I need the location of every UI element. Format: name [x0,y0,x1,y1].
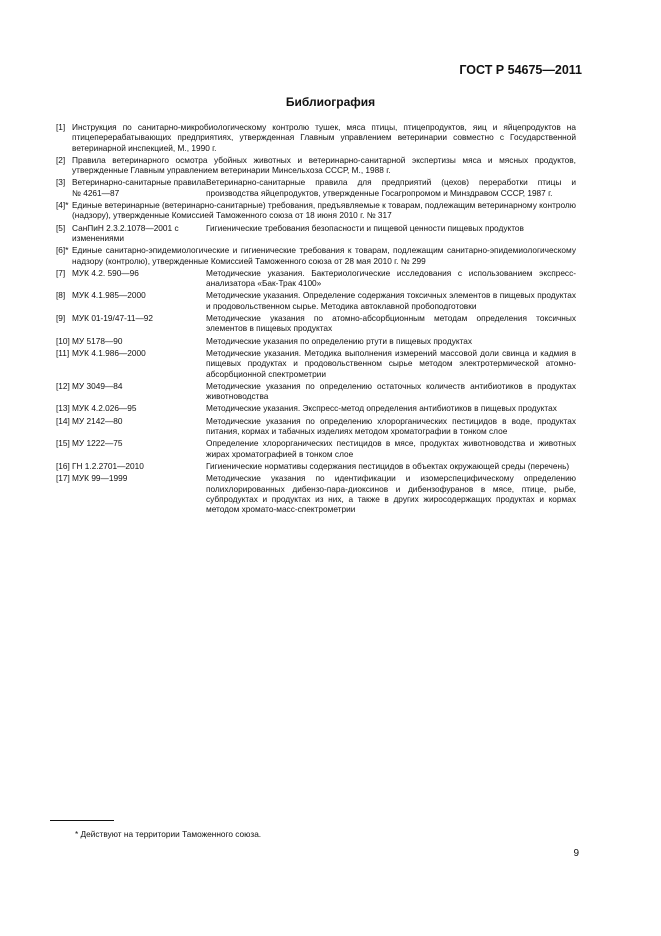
entry-description: Методические указания. Методика выполнения измерений массовой доли свинца и кадмия в пищевых продуктах и продовольственном сырье методом электротермической атомно-абсорбционной спектрометрии [206,347,576,379]
entry-code: МУК 01-19/47-11—92 [72,313,153,324]
entry-code: МУ 1222—75 [72,438,123,449]
bibliography-entry [56,200,576,221]
entry-number: [12] [56,380,70,391]
entry-number: [10] [56,335,70,346]
bibliography-entry [56,122,576,153]
footnote: * Действуют на территории Таможенного союза. [75,829,262,839]
entry-code: МУ 5178—90 [72,335,123,346]
entry-description: Методические указания по определению ртути в пищевых продуктах [206,335,473,346]
entry-code: МУК 4.1.986—2000 [72,347,146,358]
page-number: 9 [573,848,579,859]
bibliography-entry [56,290,576,311]
entry-number: [16] [56,460,70,471]
entry-number: [8] [56,290,66,301]
entry-code: МУ 3049—84 [72,380,123,391]
entry-code: ГН 1.2.2701—2010 [72,460,144,471]
entry-code: МУК 4.2. 590—96 [72,267,139,278]
entry-description: Методические указания по идентификации и изомерспецифическому определению полихлорированных дибензо-пара-диоксинов и дибензофуранов в мясе, птице, рыбе, субпродуктах и продуктах из них, а также в других жиросодержащих продуктах и кормах методом хромато-масс-спектрометрии [206,473,576,515]
entry-code: СанПиН 2.3.2.1078—2001 с изменениями [72,222,179,243]
entry-number: [17] [56,473,70,484]
entry-description: Методические указания по определению остаточных количеств антибиотиков в продуктах животноводства [206,380,576,402]
entry-text: Единые санитарно-эпидемиологические и гигиенические требования к товарам, подлежащим санитарно-эпидемиологическому надзору (контролю), утвержденные Комиссией Таможенного союза от 28 мая 2010 г. № 299 [72,245,576,266]
entry-text: Инструкция по санитарно-микробиологическому контролю тушек, мяса птицы, птицепродуктов, яиц и яйцепродуктов на птицеперерабатывающих предприятиях, утвержденная Главным управлением ветеринарии совместно с Государственной ветеринарной инспекцией, М., 1990 г. [72,122,576,153]
entry-text: Единые ветеринарные (ветеринарно-санитарные) требования, предъявляемые к товарам, подлежащим ветеринарному контролю (надзору), утвержденные Комиссией Таможенного союза от 18 июня 2010 г. № 317 [72,200,576,221]
entry-number: [7] [56,267,66,278]
bibliography-entry [56,473,576,514]
bibliography-entry [56,155,576,176]
entry-description: Методические указания. Экспресс-метод определения антибиотиков в пищевых продуктах [206,403,557,414]
entry-number: [2] [56,154,66,165]
entry-number: [1] [56,122,66,132]
footnote-divider [50,820,114,821]
entry-number: [14] [56,415,70,426]
bibliography-entry [56,245,576,266]
entry-number: [4]* [56,200,69,211]
entry-code: Ветеринарно-санитарные правила № 4261—87 [72,177,206,198]
entry-code: МУК 4.1.985—2000 [72,290,146,301]
entry-description: Гигиенические нормативы содержания пестицидов в объектах окружающей среды (перечень) [206,460,570,471]
entry-description: Определение хлорорганических пестицидов в мясе, продуктах животноводства и животных жирах хроматографией в тонком слое [206,438,576,459]
entry-code: МУ 2142—80 [72,415,123,426]
entry-description: Методические указания. Определение содержания токсичных элементов в пищевых продуктах и продовольственном сырье. Методика автоклавной пробоподготовки [206,290,576,311]
bibliography-entry [56,381,576,402]
bibliography-entry [56,268,576,289]
entry-text: Правила ветеринарного осмотра убойных животных и ветеринарно-санитарной экспертизы мяса и мясных продуктов, утвержденные Главным управлением ветеринарии Минсельхоза СССР, М., 1988 г. [72,154,576,176]
entry-description: Методические указания по определению хлорорганических пестицидов в воде, продуктах питания, кормах и табачных изделиях методом хроматографии в тонком слое [206,415,576,437]
entry-description: Ветеринарно-санитарные правила для предприятий (цехов) переработки птицы и производства яйцепродуктов, утвержденные Госагропромом и Минздравом СССР, 1987 г. [206,177,576,198]
entry-number: [9] [56,313,66,324]
entry-code: МУК 99—1999 [72,473,128,484]
bibliography-entry [56,461,576,471]
entry-number: [15] [56,438,70,449]
bibliography-entry [56,403,576,413]
standard-number: ГОСТ Р 54675—2011 [459,63,582,77]
entry-code: МУК 4.2.026—95 [72,403,137,414]
bibliography-entry [56,177,576,198]
entry-number: [6]* [56,245,69,256]
entry-description: Методические указания. Бактериологические исследования с использованием экспресс-анализатора «Бак-Трак 4100» [206,267,576,289]
bibliography-entry [56,348,576,379]
bibliography-entry [56,416,576,437]
entry-number: [11] [56,347,70,358]
section-title: Библиография [285,95,376,109]
entry-description: Гигиенические требования безопасности и пищевой ценности пищевых продуктов [206,222,524,233]
entry-description: Методические указания по атомно-абсорбционным методам определения токсичных элементов в пищевых продуктах [206,313,576,334]
bibliography-entry [56,223,576,244]
bibliography-entry [56,313,576,334]
entry-number: [13] [56,403,70,414]
bibliography-list [56,122,576,516]
entry-number: [3] [56,177,66,188]
entry-number: [5] [56,222,66,233]
bibliography-entry [56,336,576,346]
bibliography-entry [56,438,576,459]
